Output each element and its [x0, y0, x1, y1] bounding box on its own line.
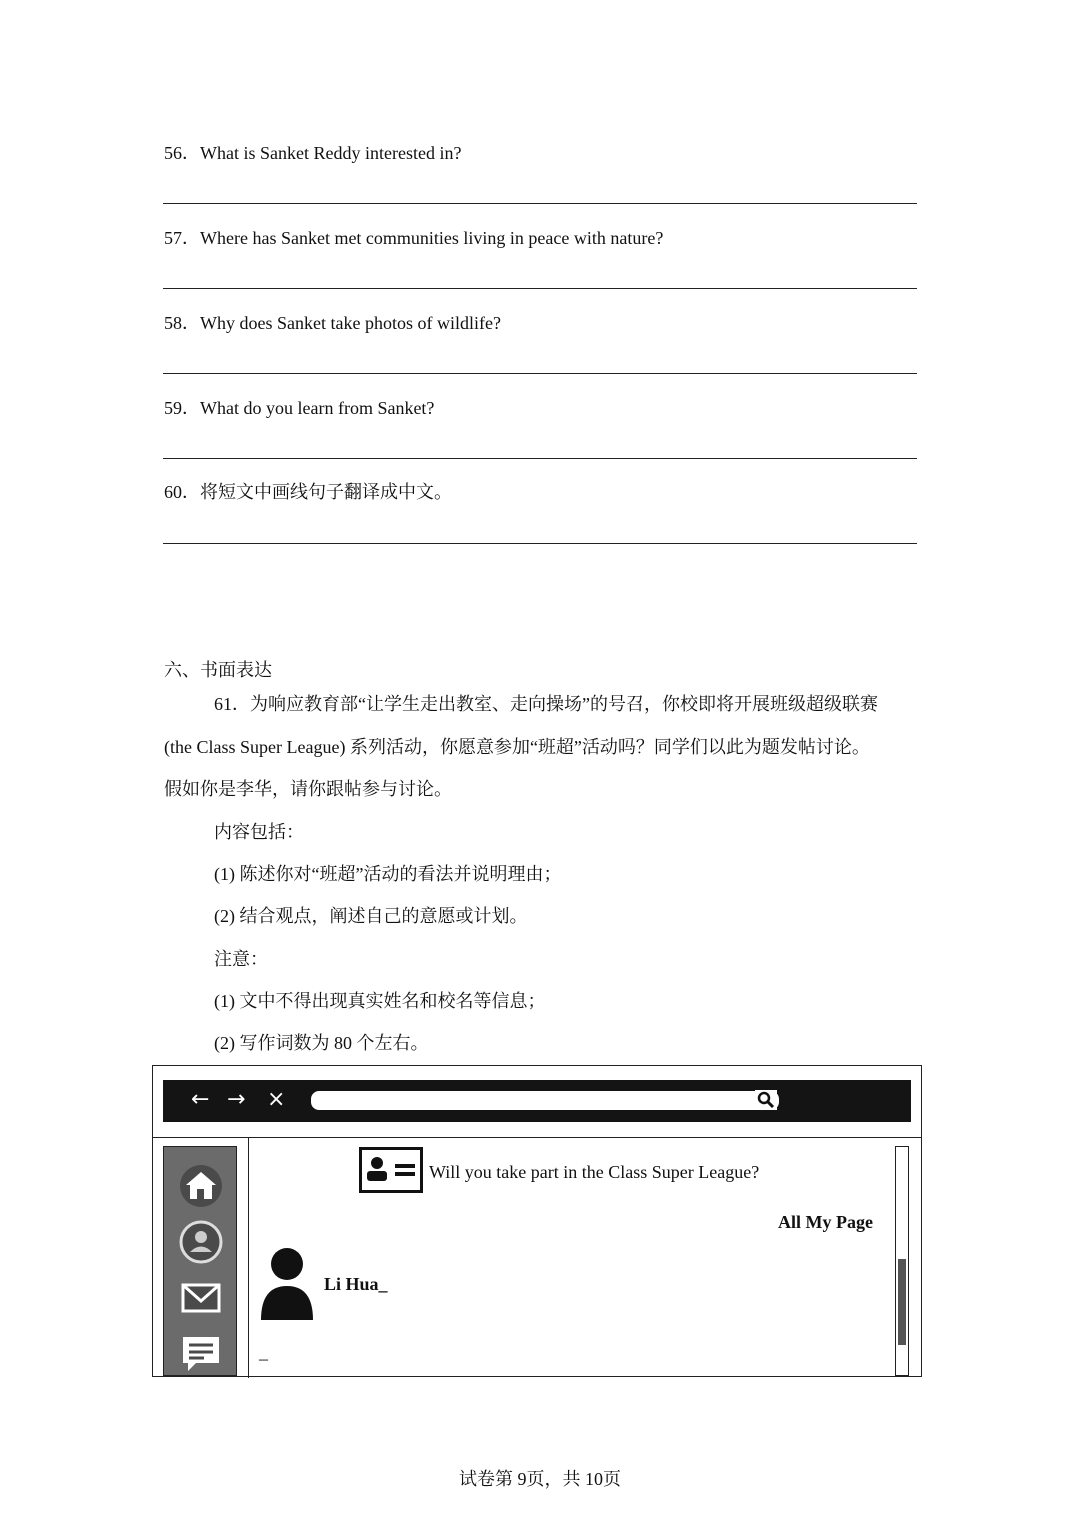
question-56: 56．What is Sanket Reddy interested in?: [164, 143, 462, 163]
mail-icon[interactable]: [178, 1275, 224, 1321]
forward-arrow-icon[interactable]: →: [227, 1087, 246, 1112]
message-icon[interactable]: [178, 1331, 224, 1377]
note-label: 注意：: [214, 949, 268, 969]
user-avatar-icon: [259, 1246, 315, 1324]
id-card-icon: [359, 1147, 423, 1193]
browser-mockup: [152, 1065, 922, 1377]
page-footer: 试卷第 9页，共 10页: [459, 1469, 621, 1489]
prompt-line-1: 61．为响应教育部“让学生走出教室、走向操场”的号召，你校即将开展班级超级联赛: [214, 694, 878, 714]
content-item-1: (1) 陈述你对“班超”活动的看法并说明理由；: [214, 864, 562, 884]
back-arrow-icon[interactable]: ←: [191, 1087, 210, 1112]
post-content: [248, 1138, 885, 1378]
user-name: Li Hua_: [324, 1274, 388, 1294]
section-title: 六、书面表达: [164, 660, 272, 680]
question-59: 59．What do you learn from Sanket?: [164, 398, 435, 418]
reply-area[interactable]: _: [259, 1342, 268, 1362]
scrollbar-thumb[interactable]: [898, 1259, 906, 1345]
content-item-2: (2) 结合观点，阐述自己的意愿或计划。: [214, 906, 528, 926]
sidebar: [163, 1146, 237, 1376]
answer-line-56[interactable]: [163, 203, 917, 204]
answer-line-59[interactable]: [163, 458, 917, 459]
close-icon[interactable]: ×: [267, 1087, 286, 1112]
prompt-line-2: (the Class Super League) 系列活动，你愿意参加“班超”活动吗？同学们以此为题发帖讨论。: [164, 737, 870, 757]
browser-toolbar: [163, 1080, 911, 1122]
note-item-1: (1) 文中不得出现真实姓名和校名等信息；: [214, 991, 546, 1011]
content-label: 内容包括：: [214, 822, 304, 842]
answer-line-60[interactable]: [163, 543, 917, 544]
post-title[interactable]: Will you take part in the Class Super League?: [429, 1162, 760, 1182]
scrollbar[interactable]: [895, 1146, 909, 1376]
all-my-page-link[interactable]: All My Page: [778, 1212, 873, 1232]
question-60: 60．将短文中画线句子翻译成中文。: [164, 482, 452, 502]
answer-line-57[interactable]: [163, 288, 917, 289]
address-bar[interactable]: [311, 1091, 779, 1110]
question-58: 58．Why does Sanket take photos of wildlife?: [164, 313, 501, 333]
question-57: 57．Where has Sanket met communities living in peace with nature?: [164, 228, 664, 248]
answer-line-58[interactable]: [163, 373, 917, 374]
note-item-2: (2) 写作词数为 80 个左右。: [214, 1033, 429, 1053]
search-icon[interactable]: [755, 1090, 777, 1110]
prompt-line-3: 假如你是李华，请你跟帖参与讨论。: [164, 779, 452, 799]
profile-icon[interactable]: [178, 1219, 224, 1265]
home-icon[interactable]: [178, 1163, 224, 1209]
